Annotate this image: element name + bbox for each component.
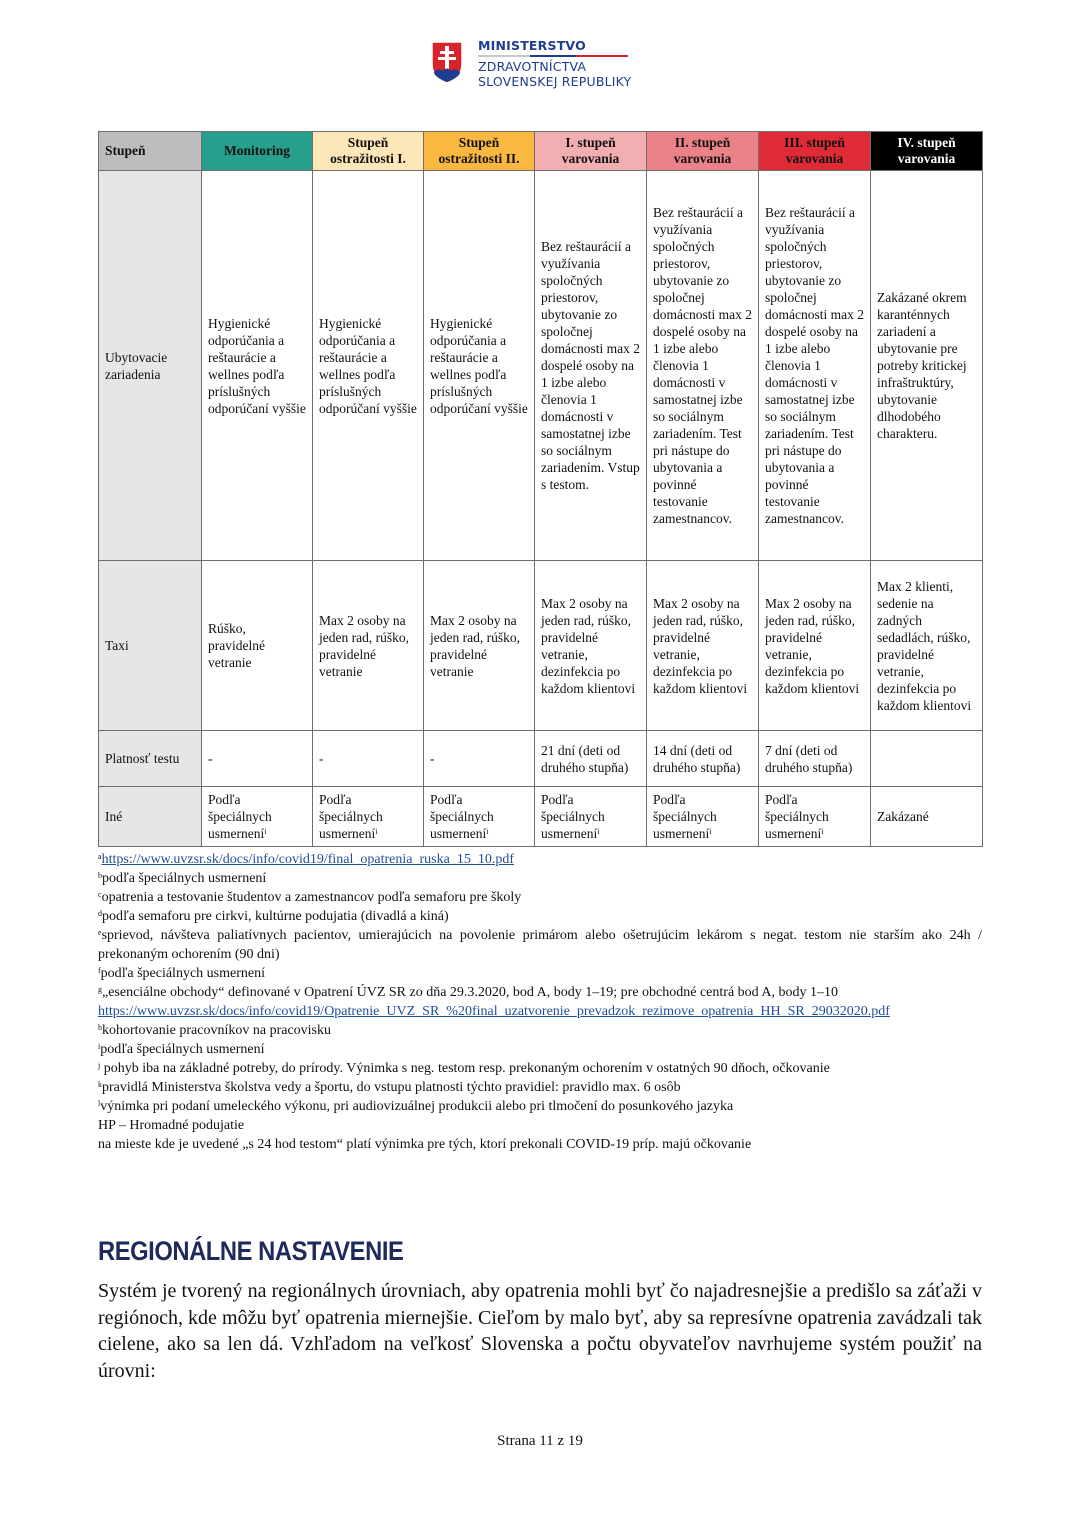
row-label: Ubytovacie zariadenia bbox=[99, 171, 202, 561]
footnote-j: $^j$ pohyb iba na základné potreby, do prírody. Výnimka s neg. testom resp. prekonaným ochorením v ostatných 90 dňoch, očkovanie bbox=[98, 1061, 830, 1076]
table-cell: - bbox=[424, 731, 535, 787]
table-cell: Podľa špeciálnych usmernení$^i$ bbox=[313, 787, 424, 847]
table-cell bbox=[871, 731, 983, 787]
header-ostrazitost-2: Stupeň ostražitosti II. bbox=[424, 132, 535, 171]
table-cell: Hygienické odporúčania a reštaurácie a wellnes podľa príslušných odporúčaní vyššie bbox=[313, 171, 424, 561]
table-cell: Max 2 osoby na jeden rad, rúško, pravidelné vetranie, dezinfekcia po každom klientovi bbox=[647, 561, 759, 731]
row-label: Platnosť testu bbox=[99, 731, 202, 787]
table-cell: - bbox=[202, 731, 313, 787]
table-cell: Max 2 osoby na jeden rad, rúško, pravidelné vetranie bbox=[313, 561, 424, 731]
page-number: Strana 11 z 19 bbox=[497, 1433, 583, 1449]
footnote-24h-note: na mieste kde je uvedené „s 24 hod testom“ platí výnimka pre tých, ktorí prekonali COVID-19 príp. majú očkovanie bbox=[98, 1137, 752, 1152]
table-cell: Podľa špeciálnych usmernení$^i$ bbox=[424, 787, 535, 847]
table-row-platnost-testu bbox=[99, 731, 983, 787]
measures-table bbox=[98, 131, 983, 847]
table-cell: 14 dní (deti od druhého stupňa) bbox=[647, 731, 759, 787]
table-cell: Bez reštaurácií a využívania spoločných priestorov, ubytovanie zo spoločnej domácnosti max 2 dospelé osoby na 1 izbe alebo členovia 1 domácnosti v samostatnej izbe so sociálnym zariadením. Test pri nástupe do ubytovania a povinné testovanie zamestnancov. bbox=[647, 171, 759, 561]
footnote-c: $^c$opatrenia a testovanie študentov a zamestnancov podľa semaforu pre školy bbox=[98, 890, 522, 905]
header-monitoring: Monitoring bbox=[202, 132, 313, 171]
table-row-ubytovacie bbox=[99, 171, 983, 561]
footnote-l: $^l$výnimka pri podaní umeleckého výkonu, pri audiovizuálnej produkcii alebo pri tlmočení do posunkového jazyka bbox=[98, 1099, 734, 1114]
table-cell: Rúško, pravidelné vetranie bbox=[202, 561, 313, 731]
header-ostrazitost-1: Stupeň ostražitosti I. bbox=[313, 132, 424, 171]
footnote-h: $^h$kohortovanie pracovníkov na pracovisku bbox=[98, 1023, 331, 1038]
footnotes bbox=[98, 850, 982, 1154]
table-cell: Podľa špeciálnych usmernení$^i$ bbox=[647, 787, 759, 847]
footnote-d: $^d$podľa semaforu pre cirkvi, kultúrne podujatia (divadlá a kiná) bbox=[98, 909, 449, 924]
table-cell: Hygienické odporúčania a reštaurácie a wellnes podľa príslušných odporúčaní vyššie bbox=[202, 171, 313, 561]
table-cell: Bez reštaurácií a využívania spoločných priestorov, ubytovanie zo spoločnej domácnosti max 2 dospelé osoby na 1 izbe alebo členovia 1 domácnosti v samostatnej izbe so sociálnym zariadením. Vstup s testom. bbox=[535, 171, 647, 561]
slovak-coat-of-arms-icon bbox=[430, 40, 464, 84]
table-cell: 21 dní (deti od druhého stupňa) bbox=[535, 731, 647, 787]
section-paragraph: Systém je tvorený na regionálnych úrovniach, aby opatrenia mohli byť čo najadresnejšie a predišlo sa záťaži v regiónoch, kde môžu byť opatrenia miernejšie. Cieľom by malo byť, aby sa represívne opatrenia zavádzali tak cielene, ako sa len dá. Vzhľadom na veľkosť Slovenska a počtu obyvateľov navrhujeme systém použiť na úrovni: bbox=[98, 1280, 982, 1382]
table-cell: Max 2 klienti, sedenie na zadných sedadlách, rúško, pravidelné vetranie, dezinfekcia po každom klientovi bbox=[871, 561, 983, 731]
logo-line-3: SLOVENSKEJ REPUBLIKY bbox=[478, 74, 632, 89]
row-label: Iné bbox=[99, 787, 202, 847]
table-cell: Zakázané okrem karanténnych zariadení a ubytovanie pre potreby kritickej infraštruktúry, ubytovanie dlhodobého charakteru. bbox=[871, 171, 983, 561]
table-cell: Podľa špeciálnych usmernení$^i$ bbox=[759, 787, 871, 847]
footnote-i: $^i$podľa špeciálnych usmernení bbox=[98, 1042, 265, 1057]
footnote-g: $^g$„esenciálne obchody“ definované v Opatrení ÚVZ SR zo dňa 29.3.2020, bod A, body 1–19; pre obchodné centrá bod A, body 1–10 https://www.uvzsr.sk/docs/info/covid19/Opatrenie_UVZ_SR_%20final_uzatvorenie_prevadzok_rezimove_opatrenia_HH_SR_29032020.pdf bbox=[98, 985, 890, 1019]
table-cell: Hygienické odporúčania a reštaurácie a wellnes podľa príslušných odporúčaní vyššie bbox=[424, 171, 535, 561]
table-row-ine bbox=[99, 787, 983, 847]
section-heading: REGIONÁLNE NASTAVENIE bbox=[98, 1236, 404, 1266]
table-cell: Max 2 osoby na jeden rad, rúško, pravidelné vetranie, dezinfekcia po každom klientovi bbox=[759, 561, 871, 731]
ministry-logo bbox=[430, 38, 660, 96]
footnote-f: $^f$podľa špeciálnych usmernení bbox=[98, 966, 265, 981]
footnote-hp: HP – Hromadné podujatie bbox=[98, 1118, 245, 1133]
footnote-a: $^a$https://www.uvzsr.sk/docs/info/covid19/final_opatrenia_ruska_15_10.pdf bbox=[98, 852, 514, 867]
table-cell: - bbox=[313, 731, 424, 787]
row-label: Taxi bbox=[99, 561, 202, 731]
header-varovanie-4: IV. stupeň varovania bbox=[871, 132, 983, 171]
table-cell: Podľa špeciálnych usmernení$^i$ bbox=[535, 787, 647, 847]
table-header-row bbox=[99, 132, 983, 171]
footnote-b: $^b$podľa špeciálnych usmernení bbox=[98, 871, 267, 886]
footnote-e: $^e$sprievod, návšteva paliatívnych pacientov, umierajúcich na povolenie primárom alebo ošetrujúcim lekárom s negat. testom nie starším ako 24h / prekonaným ochorením (90 dni) bbox=[98, 928, 982, 962]
table-cell: Bez reštaurácií a využívania spoločných priestorov, ubytovanie zo spoločnej domácnosti max 2 dospelé osoby na 1 izbe alebo členovia 1 domácnosti v samostatnej izbe so sociálnym zariadením. Test pri nástupe do ubytovania a povinné testovanie zamestnancov. bbox=[759, 171, 871, 561]
table-cell: Max 2 osoby na jeden rad, rúško, pravidelné vetranie, dezinfekcia po každom klientovi bbox=[535, 561, 647, 731]
table-row-taxi bbox=[99, 561, 983, 731]
table-cell: Podľa špeciálnych usmernení$^i$ bbox=[202, 787, 313, 847]
logo-line-2: ZDRAVOTNÍCTVA bbox=[478, 59, 587, 74]
footnote-link-a[interactable]: https://www.uvzsr.sk/docs/info/covid19/final_opatrenia_ruska_15_10.pdf bbox=[101, 852, 514, 867]
footnote-link-g[interactable]: https://www.uvzsr.sk/docs/info/covid19/Opatrenie_UVZ_SR_%20final_uzatvorenie_prevadzok_rezimove_opatrenia_HH_SR_29032020.pdf bbox=[98, 1004, 890, 1019]
header-varovanie-1: I. stupeň varovania bbox=[535, 132, 647, 171]
table-cell: 7 dní (deti od druhého stupňa) bbox=[759, 731, 871, 787]
table-cell: Max 2 osoby na jeden rad, rúško, pravidelné vetranie bbox=[424, 561, 535, 731]
logo-line-1: MINISTERSTVO bbox=[478, 38, 628, 57]
header-varovanie-3: III. stupeň varovania bbox=[759, 132, 871, 171]
header-varovanie-2: II. stupeň varovania bbox=[647, 132, 759, 171]
footnote-k: $^k$pravidlá Ministerstva školstva vedy a športu, do vstupu platnosti týchto pravidiel: pravidlo max. 6 osôb bbox=[98, 1080, 681, 1095]
table-cell: Zakázané bbox=[871, 787, 983, 847]
header-stupen: Stupeň bbox=[99, 132, 202, 171]
